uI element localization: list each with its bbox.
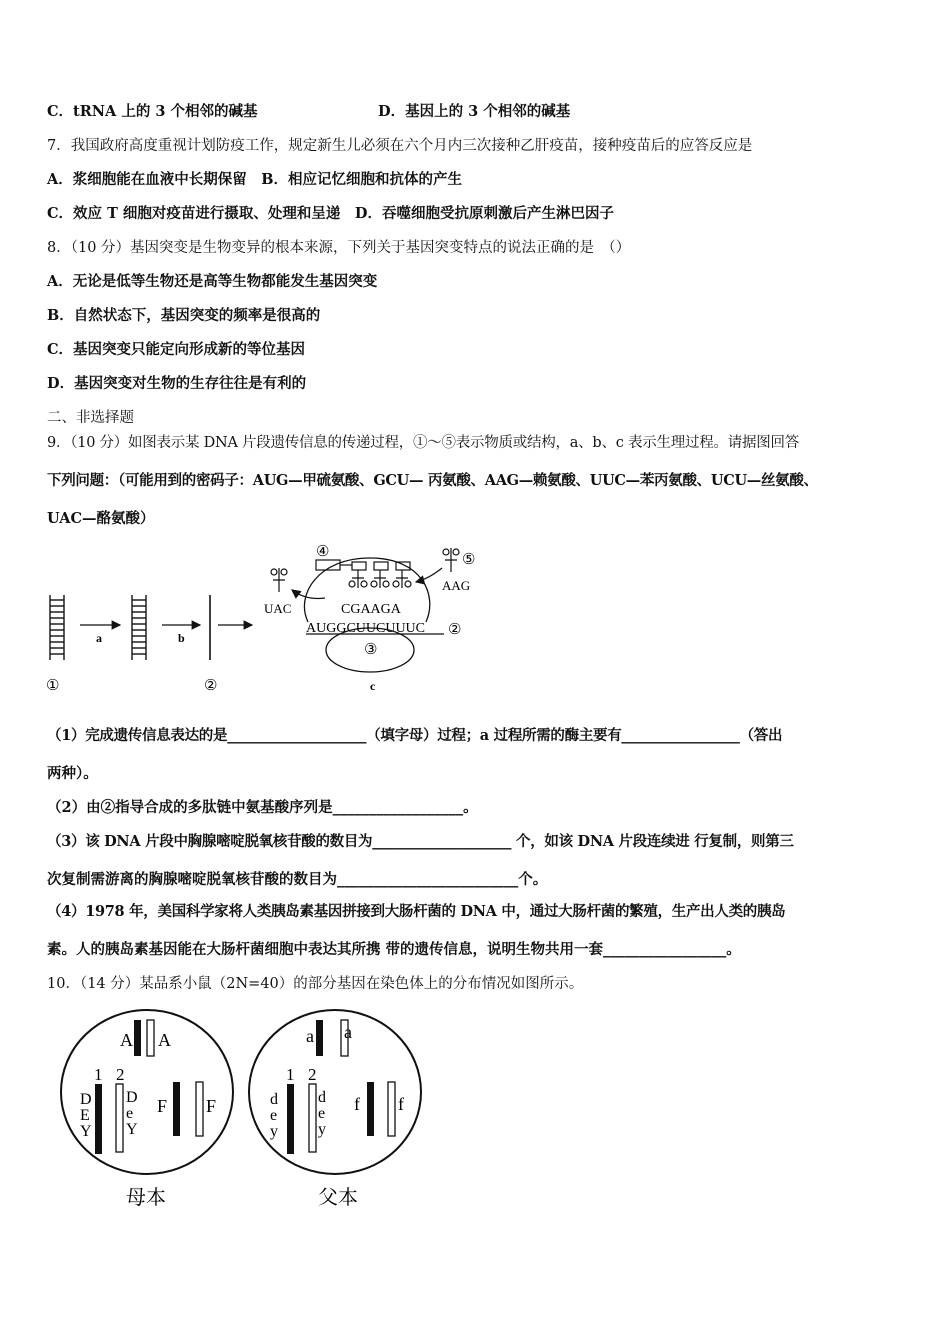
svg-text:f: f — [398, 1094, 404, 1114]
q9-part4-line1: （4）1978 年，美国科学家将人类胰岛素基因拼接到大肠杆菌的 DNA 中，通过大肠杆菌的繁殖，生产出人类的胰岛 — [47, 903, 786, 920]
svg-text:F: F — [206, 1096, 217, 1116]
svg-text:y: y — [318, 1121, 326, 1138]
svg-text:A: A — [158, 1030, 171, 1050]
q9-figure — [40, 540, 480, 700]
label-b: b — [178, 631, 185, 645]
svg-text:2: 2 — [308, 1065, 317, 1084]
q7-options-ab: A．浆细胞能在血液中长期保留 B．相应记忆细胞和抗体的产生 — [47, 171, 463, 188]
q8-option-c: C．基因突变只能定向形成新的等位基因 — [47, 341, 306, 358]
q8-option-a: A．无论是低等生物还是高等生物都能发生基因突变 — [47, 273, 378, 290]
father-cell — [249, 1010, 421, 1174]
label-aag: AAG — [442, 578, 471, 593]
q7-options-cd: C．效应 T 细胞对疫苗进行摄取、处理和呈递 D．吞噬细胞受抗原刺激后产生淋巴因子 — [47, 205, 614, 222]
q9-stem-line2: 下列问题：（可能用到的密码子：AUG—甲硫氨酸、GCU— 丙氨酸、AAG—赖氨酸、UUC—苯丙氨酸、UCU—丝氨酸、 — [47, 472, 818, 489]
section-heading: 二、非选择题 — [47, 410, 134, 426]
label-a: a — [96, 631, 102, 645]
q9-part1-line2: 两种）。 — [47, 765, 98, 782]
father-caption: 父本 — [318, 1187, 358, 1209]
dna-double-strand-1 — [50, 595, 64, 660]
q10-stem: 10．（14 分）某品系小鼠（2N=40）的部分基因在染色体上的分布情况如图所示。 — [47, 976, 584, 992]
svg-text:1: 1 — [94, 1065, 103, 1084]
q9-part4-line2: 素。人的胰岛素基因能在大肠杆菌细胞中表达其所携 带的遗传信息，说明生物共用一套_________________。 — [47, 941, 741, 958]
q8-stem: 8．（10 分）基因突变是生物变异的根本来源，下列关于基因突变特点的说法正确的是 （） — [47, 240, 631, 256]
trna-incoming — [443, 548, 459, 572]
anticodon-sequence: CGAAGA — [341, 602, 401, 617]
svg-text:F: F — [157, 1096, 168, 1116]
q9-part3-line1: （3）该 DNA 片段中胸腺嘧啶脱氧核苷酸的数目为____________________ 个，如该 DNA 片段连续进 行复制，则第三 — [47, 833, 794, 850]
svg-text:1: 1 — [286, 1065, 295, 1084]
svg-text:E: E — [80, 1107, 90, 1124]
q9-part1-line1: （1）完成遗传信息表达的是____________________（填字母）过程；a 过程所需的酶主要有_________________（答出 — [47, 727, 783, 744]
dna-double-strand-2 — [132, 595, 146, 660]
label-3: ③ — [364, 642, 378, 658]
svg-text:e: e — [126, 1105, 134, 1122]
label-2-mrna: ② — [448, 622, 462, 638]
q10-figure — [50, 1004, 440, 1214]
q9-stem-line1: 9．（10 分）如图表示某 DNA 片段遗传信息的传递过程，①～⑤表示物质或结构，a、b、c 表示生理过程。请据图回答 — [47, 435, 799, 451]
q9-part3-line2: 次复制需游离的胸腺嘧啶脱氧核苷酸的数目为_________________________个。 — [47, 871, 548, 888]
q6-option-c: C．tRNA 上的 3 个相邻的碱基 — [47, 103, 258, 120]
mrna-sequence: AUGGCUUCUUUC — [306, 621, 426, 636]
svg-text:y: y — [270, 1123, 278, 1140]
trna-leaving — [271, 568, 287, 592]
mother-caption: 母本 — [126, 1187, 166, 1209]
q8-option-d: D．基因突变对生物的生存往往是有利的 — [47, 375, 307, 392]
svg-text:f: f — [354, 1094, 360, 1114]
svg-text:d: d — [270, 1091, 278, 1108]
svg-text:A: A — [120, 1030, 133, 1050]
svg-text:D: D — [80, 1091, 92, 1108]
q7-stem: 7．我国政府高度重视计划防疫工作，规定新生儿必须在六个月内三次接种乙肝疫苗，接种疫苗后的应答反应是 — [47, 138, 753, 154]
svg-text:2: 2 — [116, 1065, 125, 1084]
q8-option-b: B．自然状态下，基因突变的频率是很高的 — [47, 307, 321, 324]
svg-text:D: D — [126, 1089, 138, 1106]
label-5: ⑤ — [462, 552, 476, 568]
mother-cell — [61, 1010, 233, 1174]
q9-part2: （2）由②指导合成的多肽链中氨基酸序列是__________________。 — [47, 799, 478, 816]
label-c: c — [370, 679, 376, 693]
q9-stem-line3: UAC—酪氨酸） — [47, 510, 155, 527]
q6-option-d: D．基因上的 3 个相邻的碱基 — [378, 103, 571, 120]
label-1: ① — [46, 678, 60, 694]
label-uac: UAC — [264, 601, 292, 616]
svg-text:e: e — [270, 1107, 278, 1124]
label-2: ② — [204, 678, 218, 694]
svg-text:Y: Y — [126, 1121, 138, 1138]
svg-text:Y: Y — [80, 1123, 92, 1140]
svg-text:a: a — [306, 1026, 314, 1046]
svg-text:a: a — [344, 1022, 352, 1042]
svg-text:d: d — [318, 1089, 326, 1106]
label-4: ④ — [316, 544, 330, 560]
trna-in-ribosome — [349, 562, 411, 588]
svg-text:e: e — [318, 1105, 326, 1122]
